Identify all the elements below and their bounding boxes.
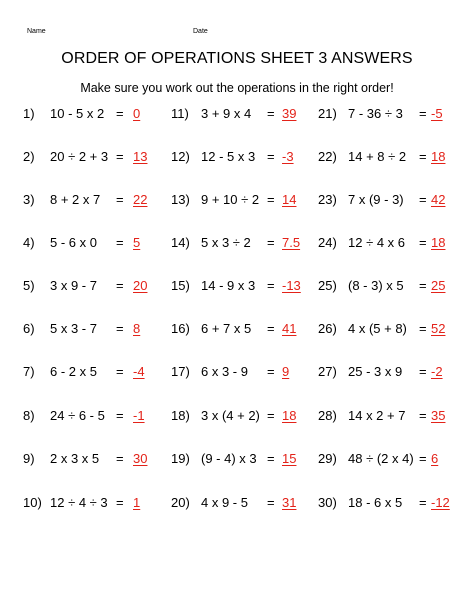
problem-expression: 12 - 5 x 3 [201,149,256,164]
equals-sign: = [116,408,124,423]
problem-item [171,235,321,257]
problem-item [23,235,173,257]
problem-column-1 [23,106,173,576]
problem-expression: 18 - 6 x 5 [348,495,403,510]
problem-answer: 52 [431,321,446,336]
problem-number: 7) [23,364,35,379]
problem-number: 26) [318,321,337,336]
problem-number: 10) [23,495,42,510]
problem-number: 14) [171,235,190,250]
problem-expression: 6 - 2 x 5 [50,364,97,379]
equals-sign: = [116,192,124,207]
problem-answer: -2 [431,364,443,379]
problem-expression: 14 x 2 + 7 [348,408,406,423]
equals-sign: = [116,451,124,466]
problem-item [171,408,321,430]
problem-answer: 31 [282,495,297,510]
problem-answer: 18 [431,149,446,164]
equals-sign: = [419,451,427,466]
problem-item [318,106,468,128]
problem-number: 22) [318,149,337,164]
problem-number: 20) [171,495,190,510]
problem-answer: 30 [133,451,148,466]
problem-number: 16) [171,321,190,336]
problem-answer: 18 [431,235,446,250]
problem-number: 6) [23,321,35,336]
problem-answer: 35 [431,408,446,423]
equals-sign: = [419,192,427,207]
name-label: Name [27,28,46,35]
problem-expression: 7 - 36 ÷ 3 [348,106,403,121]
problem-expression: 8 + 2 x 7 [50,192,101,207]
problem-answer: -1 [133,408,145,423]
equals-sign: = [419,321,427,336]
problem-expression: (8 - 3) x 5 [348,278,404,293]
problem-expression: 3 + 9 x 4 [201,106,252,121]
problem-item [171,451,321,473]
equals-sign: = [419,364,427,379]
problem-number: 12) [171,149,190,164]
problem-expression: 4 x 9 - 5 [201,495,248,510]
equals-sign: = [267,192,275,207]
problem-item [23,408,173,430]
problem-column-2 [171,106,321,576]
problem-number: 19) [171,451,190,466]
problem-answer: -4 [133,364,145,379]
problem-number: 8) [23,408,35,423]
problem-item [318,364,468,386]
problem-answer: 20 [133,278,148,293]
problem-number: 29) [318,451,337,466]
problem-expression: 14 + 8 ÷ 2 [348,149,407,164]
problem-expression: 6 + 7 x 5 [201,321,252,336]
equals-sign: = [267,235,275,250]
problem-number: 30) [318,495,337,510]
problem-item [171,364,321,386]
equals-sign: = [116,321,124,336]
problem-expression: 5 x 3 - 7 [50,321,97,336]
equals-sign: = [267,278,275,293]
problem-item [318,278,468,300]
worksheet-title: ORDER OF OPERATIONS SHEET 3 ANSWERS [61,50,413,67]
problem-number: 4) [23,235,35,250]
problem-number: 24) [318,235,337,250]
equals-sign: = [419,495,427,510]
equals-sign: = [116,149,124,164]
problem-number: 5) [23,278,35,293]
problem-answer: -13 [282,278,301,293]
problem-item [171,321,321,343]
problem-number: 17) [171,364,190,379]
problem-answer: 13 [133,149,148,164]
problem-item [23,364,173,386]
equals-sign: = [267,408,275,423]
problem-number: 27) [318,364,337,379]
worksheet-instructions: Make sure you work out the operations in the right order! [80,81,394,95]
problem-number: 15) [171,278,190,293]
equals-sign: = [267,451,275,466]
problem-answer: 7.5 [282,235,301,250]
problem-answer: 18 [282,408,297,423]
problem-number: 28) [318,408,337,423]
problem-item [171,149,321,171]
problem-number: 23) [318,192,337,207]
problem-item [23,321,173,343]
problem-column-3 [318,106,468,576]
equals-sign: = [267,149,275,164]
problem-item [318,408,468,430]
problem-number: 13) [171,192,190,207]
equals-sign: = [267,321,275,336]
equals-sign: = [419,106,427,121]
problem-expression: 10 - 5 x 2 [50,106,105,121]
date-label: Date [193,28,208,35]
problem-expression: 20 ÷ 2 + 3 [50,149,109,164]
problem-answer: 15 [282,451,297,466]
problem-item [171,495,321,517]
equals-sign: = [419,235,427,250]
problem-number: 25) [318,278,337,293]
problem-number: 18) [171,408,190,423]
problem-item [23,451,173,473]
problem-number: 11) [171,106,189,121]
problem-number: 9) [23,451,35,466]
problem-item [318,149,468,171]
problem-answer: 1 [133,495,141,510]
problem-answer: 22 [133,192,148,207]
equals-sign: = [419,408,427,423]
problem-item [318,321,468,343]
problem-expression: (9 - 4) x 3 [201,451,257,466]
problem-expression: 2 x 3 x 5 [50,451,100,466]
problem-expression: 25 - 3 x 9 [348,364,403,379]
problem-item [318,192,468,214]
problem-expression: 5 x 3 ÷ 2 [201,235,251,250]
equals-sign: = [116,235,124,250]
problem-expression: 4 x (5 + 8) [348,321,407,336]
problem-answer: -12 [431,495,450,510]
problem-item [318,235,468,257]
problem-item [318,451,468,473]
problem-item [23,192,173,214]
problem-item [171,106,321,128]
problem-expression: 5 - 6 x 0 [50,235,97,250]
problem-answer: -3 [282,149,294,164]
problem-grid [0,106,474,576]
problem-item [318,495,468,517]
problem-item [171,192,321,214]
problem-number: 1) [23,106,35,121]
problem-item [23,149,173,171]
problem-item [23,106,173,128]
equals-sign: = [419,278,427,293]
problem-answer: 0 [133,106,141,121]
equals-sign: = [116,278,124,293]
problem-expression: 3 x (4 + 2) [201,408,260,423]
problem-expression: 24 ÷ 6 - 5 [50,408,105,423]
problem-answer: 9 [282,364,290,379]
problem-expression: 12 ÷ 4 ÷ 3 [50,495,108,510]
problem-answer: 14 [282,192,297,207]
equals-sign: = [116,106,124,121]
problem-answer: 42 [431,192,446,207]
problem-number: 2) [23,149,35,164]
problem-answer: -5 [431,106,443,121]
problem-number: 3) [23,192,35,207]
problem-expression: 9 + 10 ÷ 2 [201,192,260,207]
equals-sign: = [267,106,275,121]
problem-expression: 7 x (9 - 3) [348,192,404,207]
equals-sign: = [267,364,275,379]
problem-expression: 48 ÷ (2 x 4) [348,451,414,466]
equals-sign: = [116,495,124,510]
problem-answer: 8 [133,321,141,336]
equals-sign: = [419,149,427,164]
problem-item [23,278,173,300]
problem-expression: 12 ÷ 4 x 6 [348,235,406,250]
problem-answer: 6 [431,451,439,466]
equals-sign: = [116,364,124,379]
problem-item [171,278,321,300]
problem-expression: 6 x 3 - 9 [201,364,248,379]
problem-answer: 39 [282,106,297,121]
problem-expression: 14 - 9 x 3 [201,278,256,293]
problem-number: 21) [318,106,337,121]
problem-expression: 3 x 9 - 7 [50,278,97,293]
problem-answer: 41 [282,321,297,336]
problem-answer: 5 [133,235,141,250]
problem-answer: 25 [431,278,446,293]
equals-sign: = [267,495,275,510]
problem-item [23,495,173,517]
